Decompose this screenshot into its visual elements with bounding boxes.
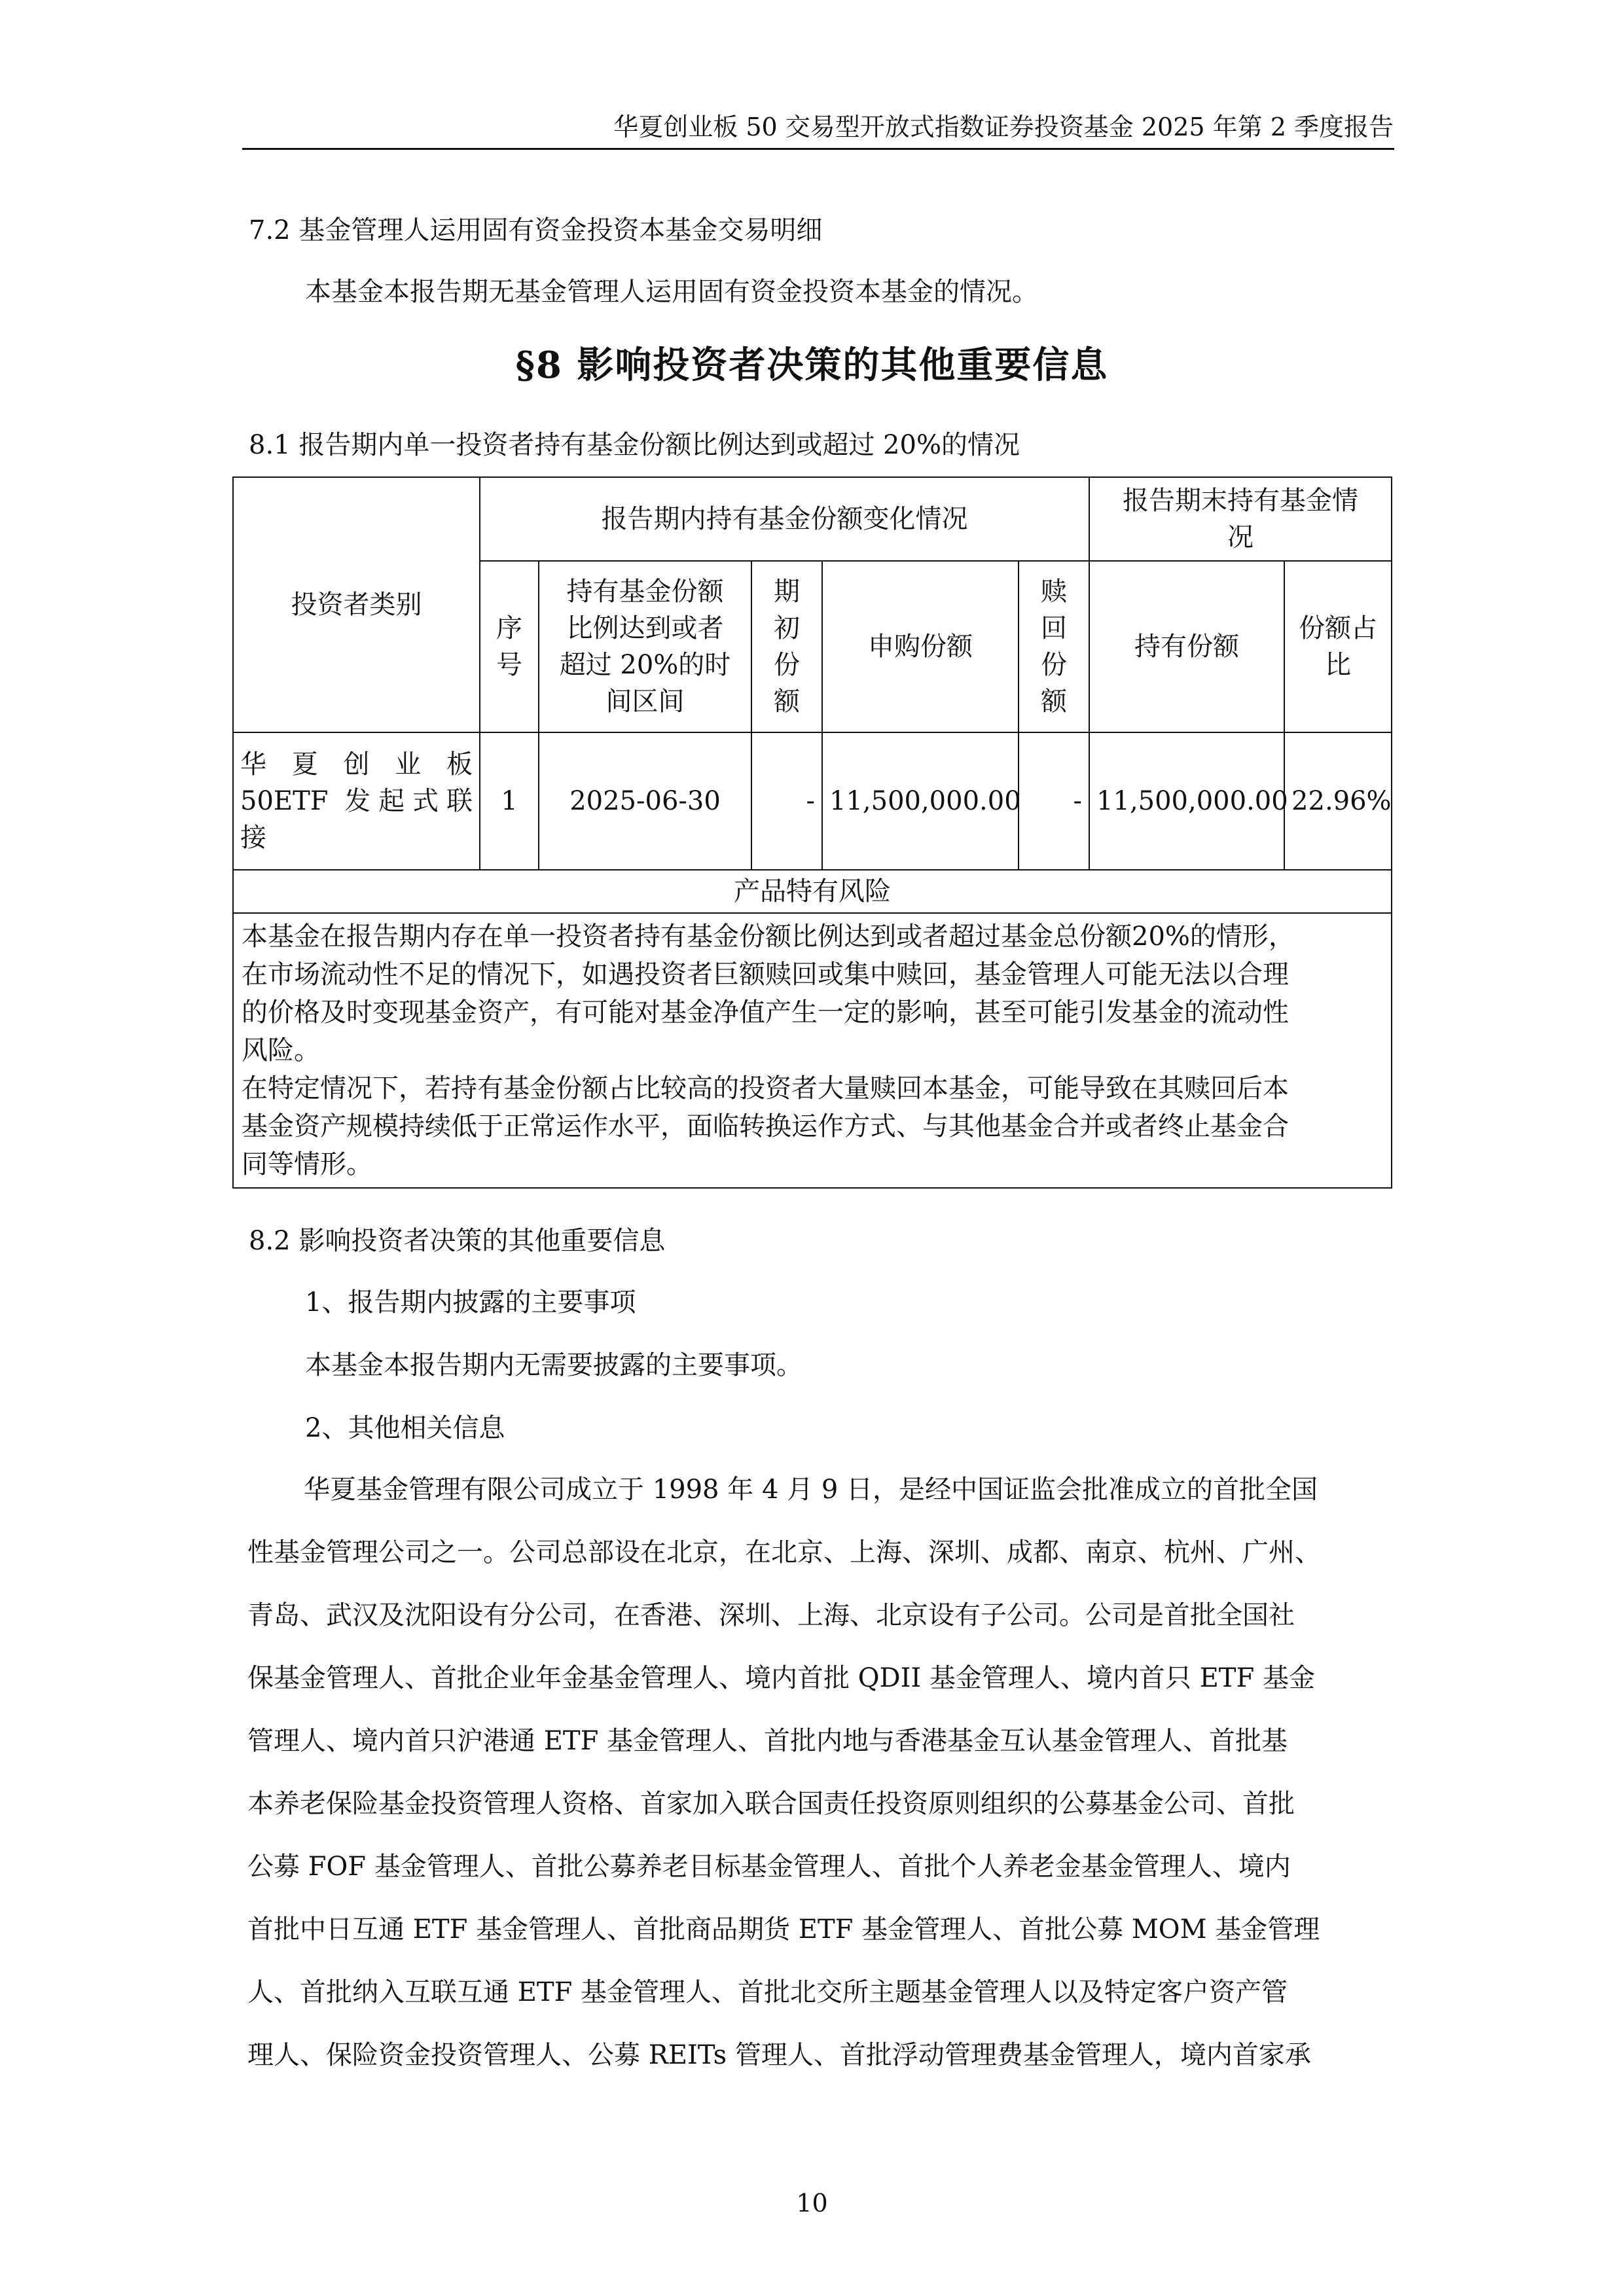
header-redeem-line: 额 bbox=[1041, 687, 1068, 717]
header-seq-line: 序 bbox=[496, 613, 522, 643]
header-rule bbox=[242, 148, 1394, 150]
page-number: 10 bbox=[796, 2189, 828, 2217]
risk-line: 风险。 bbox=[242, 1035, 320, 1066]
risk-title: 产品特有风险 bbox=[233, 870, 1392, 913]
header-period-range-line: 间区间 bbox=[605, 687, 685, 717]
section-8-1-heading: 8.1 报告期内单一投资者持有基金份额比例达到或超过 20%的情况 bbox=[249, 430, 1020, 460]
cell-investor-type bbox=[233, 732, 480, 870]
table-row bbox=[233, 732, 1392, 870]
header-during-period: 报告期内持有基金份额变化情况 bbox=[480, 477, 1089, 561]
cell-investor-type-line: 华 夏 创 业 板 bbox=[240, 749, 473, 780]
holding-table bbox=[232, 476, 1392, 1189]
section-7-2-heading: 7.2 基金管理人运用固有资金投资本基金交易明细 bbox=[249, 215, 823, 245]
header-opening-line: 初 bbox=[774, 613, 800, 643]
running-header: 华夏创业板 50 交易型开放式指数证券投资基金 2025 年第 2 季度报告 bbox=[613, 113, 1394, 141]
header-seq bbox=[480, 561, 539, 732]
risk-line: 基金资产规模持续低于正常运作水平，面临转换运作方式、与其他基金合并或者终止基金合 bbox=[242, 1111, 1289, 1141]
body-line: 本养老保险基金投资管理人资格、首家加入联合国责任投资原则组织的公募基金公司、首批 bbox=[247, 1789, 1295, 1819]
header-ratio-line: 份额占 bbox=[1299, 613, 1378, 643]
header-opening-shares bbox=[751, 561, 822, 732]
risk-line: 同等情形。 bbox=[242, 1149, 372, 1179]
cell-period: 2025-06-30 bbox=[539, 732, 751, 870]
cell-subscribe: 11,500,000.00 bbox=[822, 732, 1019, 870]
risk-description bbox=[233, 913, 1392, 1188]
header-holding-shares: 持有份额 bbox=[1089, 561, 1284, 732]
section-7-2-body: 本基金本报告期无基金管理人运用固有资金投资本基金的情况。 bbox=[305, 277, 1038, 307]
header-subscribe-shares: 申购份额 bbox=[822, 561, 1019, 732]
header-period-end-line2: 况 bbox=[1227, 522, 1254, 552]
cell-redeem: - bbox=[1019, 732, 1089, 870]
item-1-heading: 1、报告期内披露的主要事项 bbox=[305, 1287, 636, 1318]
header-redeem-line: 赎 bbox=[1041, 577, 1068, 607]
body-line: 人、首批纳入互联互通 ETF 基金管理人、首批北交所主题基金管理人以及特定客户资产管 bbox=[247, 1977, 1288, 2007]
header-opening-line: 份 bbox=[774, 650, 800, 680]
cell-investor-type-line: 50ETF 发起式联 bbox=[240, 786, 473, 816]
cell-ratio: 22.96% bbox=[1284, 732, 1392, 870]
item-1-body: 本基金本报告期内无需要披露的主要事项。 bbox=[305, 1350, 803, 1380]
header-period-range-line: 超过 20%的时 bbox=[559, 650, 731, 680]
body-line: 华夏基金管理有限公司成立于 1998 年 4 月 9 日，是经中国证监会批准成立的首批全国 bbox=[304, 1475, 1318, 1505]
header-opening-line: 额 bbox=[774, 687, 800, 717]
body-line: 保基金管理人、首批企业年金基金管理人、境内首批 QDII 基金管理人、境内首只 ETF 基金 bbox=[247, 1663, 1315, 1693]
cell-investor-type-line: 接 bbox=[240, 823, 266, 853]
header-period-end-line1: 报告期末持有基金情 bbox=[1123, 486, 1359, 516]
cell-opening: - bbox=[751, 732, 822, 870]
body-line: 管理人、境内首只沪港通 ETF 基金管理人、首批内地与香港基金互认基金管理人、首批基 bbox=[247, 1726, 1288, 1756]
risk-line: 在市场流动性不足的情况下，如遇投资者巨额赎回或集中赎回，基金管理人可能无法以合理 bbox=[242, 960, 1289, 990]
risk-line: 在特定情况下，若持有基金份额占比较高的投资者大量赎回本基金，可能导致在其赎回后本 bbox=[242, 1073, 1289, 1103]
cell-holding: 11,500,000.00 bbox=[1089, 732, 1284, 870]
header-ratio-line: 比 bbox=[1325, 650, 1352, 680]
section-8-2-heading: 8.2 影响投资者决策的其他重要信息 bbox=[249, 1226, 666, 1256]
header-opening-line: 期 bbox=[774, 577, 800, 607]
section-8-title: §8 影响投资者决策的其他重要信息 bbox=[515, 344, 1109, 387]
body-line: 理人、保险资金投资管理人、公募 REITs 管理人、首批浮动管理费基金管理人，境内首家承 bbox=[247, 2040, 1311, 2070]
item-2-heading: 2、其他相关信息 bbox=[305, 1413, 505, 1443]
body-line: 公募 FOF 基金管理人、首批公募养老目标基金管理人、首批个人养老金基金管理人、境内 bbox=[247, 1852, 1291, 1882]
body-line: 性基金管理公司之一。公司总部设在北京，在北京、上海、深圳、成都、南京、杭州、广州、 bbox=[247, 1537, 1321, 1568]
body-line: 青岛、武汉及沈阳设有分公司，在香港、深圳、上海、北京设有子公司。公司是首批全国社 bbox=[247, 1600, 1295, 1630]
header-share-ratio bbox=[1284, 561, 1392, 732]
cell-seq: 1 bbox=[480, 732, 539, 870]
header-redeem-line: 份 bbox=[1041, 650, 1068, 680]
header-period-end bbox=[1089, 477, 1392, 561]
risk-line: 的价格及时变现基金资产，有可能对基金净值产生一定的影响，甚至可能引发基金的流动性 bbox=[242, 997, 1289, 1028]
header-period-range-line: 比例达到或者 bbox=[566, 613, 724, 643]
header-redeem-shares bbox=[1019, 561, 1089, 732]
header-period-range-line: 持有基金份额 bbox=[566, 577, 724, 607]
header-redeem-line: 回 bbox=[1041, 613, 1068, 643]
item-2-body bbox=[247, 1458, 1388, 2087]
header-seq-line: 号 bbox=[496, 650, 522, 680]
header-investor-type: 投资者类别 bbox=[233, 477, 480, 732]
header-period-range bbox=[539, 561, 751, 732]
risk-line: 本基金在报告期内存在单一投资者持有基金份额比例达到或者超过基金总份额20%的情形， bbox=[242, 922, 1295, 952]
body-line: 首批中日互通 ETF 基金管理人、首批商品期货 ETF 基金管理人、首批公募 MOM 基金管理 bbox=[247, 1914, 1320, 1945]
